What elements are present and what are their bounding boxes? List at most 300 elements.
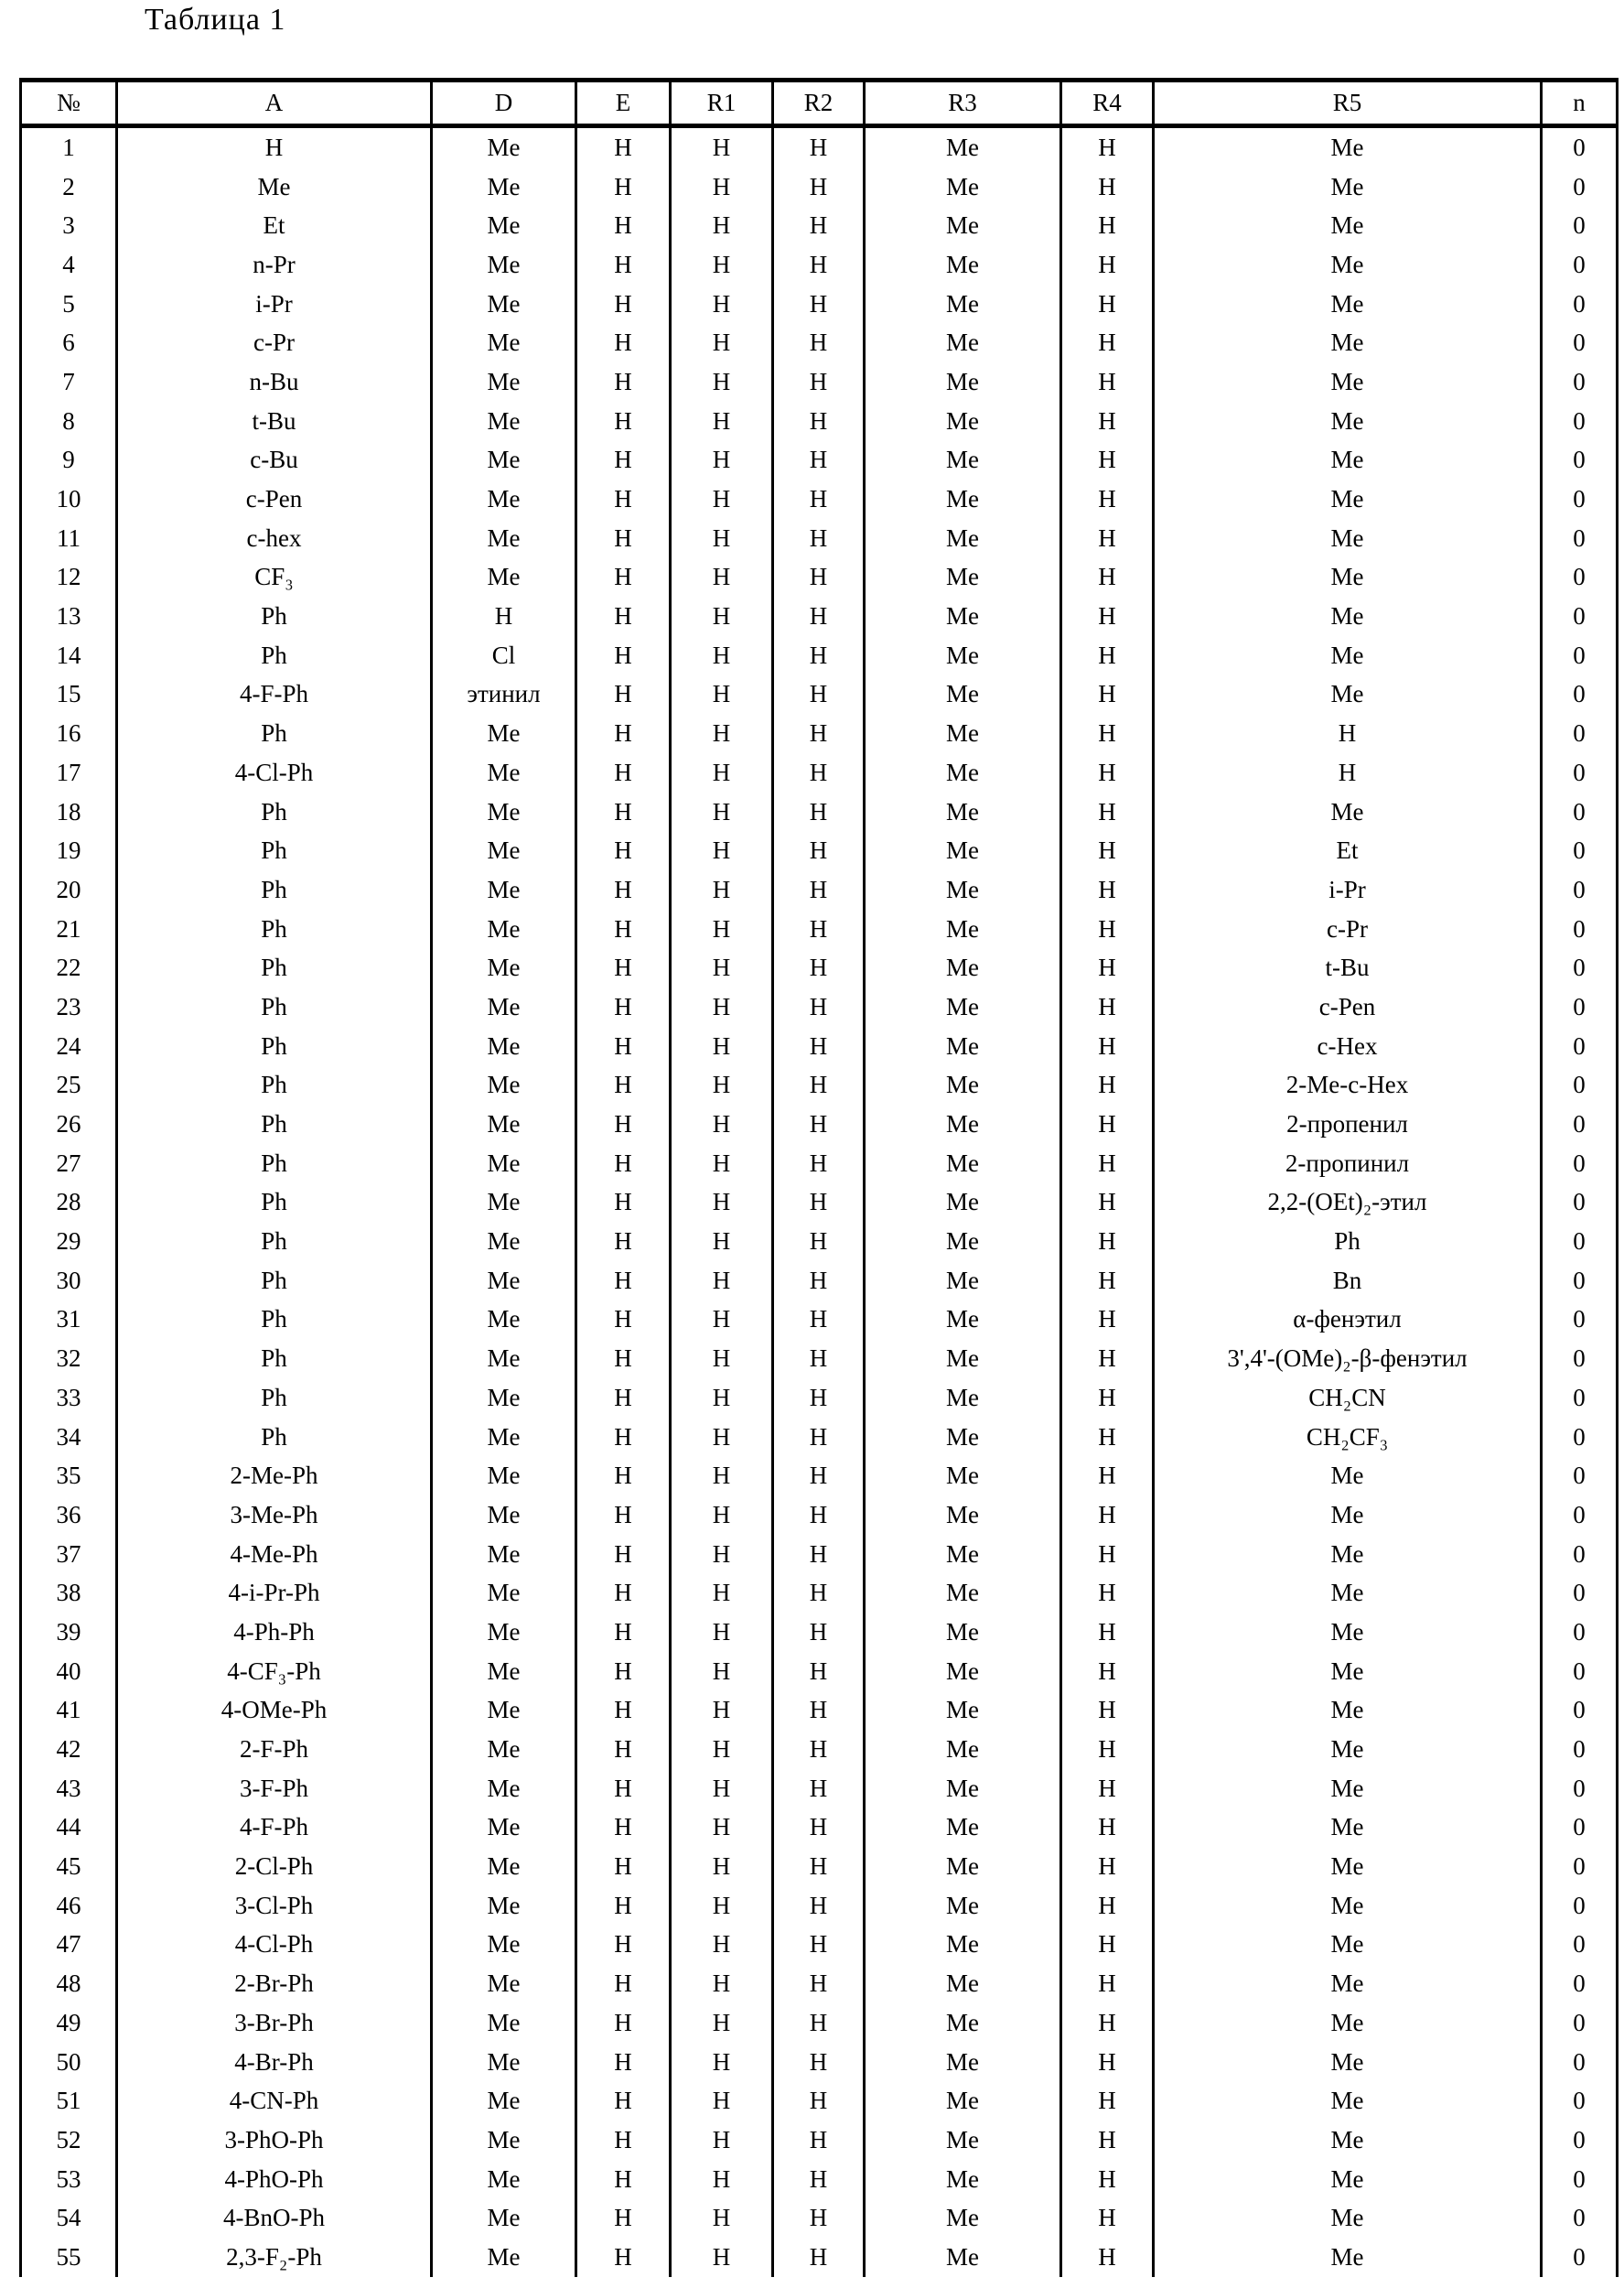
table-cell: 0 (1542, 1730, 1618, 1769)
table-cell: Me (432, 519, 576, 558)
table-cell: Ph (117, 1378, 432, 1418)
table-cell: H (671, 1105, 773, 1144)
table-cell: Me (1154, 519, 1542, 558)
table-row (21, 675, 1618, 715)
table-cell: Ph (117, 1027, 432, 1066)
table-row (21, 1964, 1618, 2003)
row-number-cell: 49 (21, 2003, 117, 2043)
table-row (21, 1261, 1618, 1300)
table-cell: 0 (1542, 675, 1618, 715)
table-cell: Me (865, 1691, 1061, 1731)
table-cell: H (671, 1300, 773, 1340)
table-cell: 0 (1542, 245, 1618, 285)
table-row (21, 1926, 1618, 1965)
table-row (21, 1613, 1618, 1652)
table-cell: Ph (117, 714, 432, 753)
table-cell: H (1061, 362, 1154, 402)
table-cell: H (576, 948, 671, 988)
row-number-cell: 14 (21, 636, 117, 675)
table-cell: H (576, 1300, 671, 1340)
table-row (21, 1339, 1618, 1378)
table-cell: Me (1154, 793, 1542, 832)
table-cell: H (773, 362, 865, 402)
table-cell: Me (432, 2238, 576, 2277)
table-cell: Me (865, 1730, 1061, 1769)
row-number-cell: 31 (21, 1300, 117, 1340)
table-cell: Me (865, 1027, 1061, 1066)
table-cell: Ph (117, 1300, 432, 1340)
table-cell: Me (1154, 636, 1542, 675)
table-cell: H (773, 2198, 865, 2238)
table-row (21, 126, 1618, 167)
row-number-cell: 3 (21, 206, 117, 245)
table-cell: H (773, 910, 865, 949)
table-row (21, 753, 1618, 793)
table-row (21, 1183, 1618, 1223)
table-cell: H (1061, 1183, 1154, 1223)
table-cell: H (773, 2121, 865, 2160)
table-cell: Me (432, 2198, 576, 2238)
column-header-r4: R4 (1061, 81, 1154, 126)
table-cell: 0 (1542, 2160, 1618, 2199)
table-cell: H (576, 1339, 671, 1378)
table-cell: H (576, 1808, 671, 1848)
table-cell: H (773, 1339, 865, 1378)
row-number-cell: 29 (21, 1222, 117, 1261)
table-cell: c-Bu (117, 441, 432, 480)
table-cell: 0 (1542, 480, 1618, 519)
table-cell: 0 (1542, 1495, 1618, 1535)
table-cell: 0 (1542, 870, 1618, 910)
table-row (21, 519, 1618, 558)
table-cell: 0 (1542, 1456, 1618, 1495)
table-cell: H (1061, 2198, 1154, 2238)
table-cell: Me (865, 675, 1061, 715)
table-cell: 4-OMe-Ph (117, 1691, 432, 1731)
table-cell: H (671, 1183, 773, 1223)
table-row (21, 1730, 1618, 1769)
table-cell: H (671, 1339, 773, 1378)
row-number-cell: 22 (21, 948, 117, 988)
table-cell: H (671, 675, 773, 715)
table-row (21, 2238, 1618, 2277)
row-number-cell: 28 (21, 1183, 117, 1223)
table-row (21, 1769, 1618, 1808)
table-cell: Me (865, 831, 1061, 870)
table-row (21, 1652, 1618, 1691)
table-cell: H (671, 1144, 773, 1183)
table-cell: H (1061, 1222, 1154, 1261)
table-cell: 0 (1542, 1105, 1618, 1144)
table-cell: H (773, 2043, 865, 2082)
table-cell: H (773, 285, 865, 324)
table-header (21, 81, 1618, 126)
table-cell: Me (432, 2121, 576, 2160)
table-cell: H (576, 910, 671, 949)
table-cell: Me (432, 441, 576, 480)
table-cell: Me (865, 1613, 1061, 1652)
table-cell: H (576, 1456, 671, 1495)
table-cell: 2-Cl-Ph (117, 1847, 432, 1886)
row-number-cell: 16 (21, 714, 117, 753)
table-cell: H (773, 714, 865, 753)
table-cell: 0 (1542, 793, 1618, 832)
table-cell: Me (432, 1222, 576, 1261)
table-row (21, 948, 1618, 988)
table-cell: Me (432, 1573, 576, 1613)
table-cell: H (773, 597, 865, 636)
row-number-cell: 35 (21, 1456, 117, 1495)
header-row (21, 81, 1618, 126)
table-cell: Me (432, 2160, 576, 2199)
table-cell: H (1061, 558, 1154, 598)
table-cell: H (773, 1573, 865, 1613)
table-cell: H (576, 1652, 671, 1691)
table-cell: H (773, 1535, 865, 1574)
table-cell: H (576, 126, 671, 167)
table-cell: 4-i-Pr-Ph (117, 1573, 432, 1613)
table-cell: H (671, 2003, 773, 2043)
table-cell: H (576, 2198, 671, 2238)
table-row (21, 245, 1618, 285)
row-number-cell: 52 (21, 2121, 117, 2160)
table-cell: H (1061, 519, 1154, 558)
table-cell: H (576, 2043, 671, 2082)
table-row (21, 1300, 1618, 1340)
table-cell: 2-пропенил (1154, 1105, 1542, 1144)
table-cell: H (1061, 1261, 1154, 1300)
table-cell: 0 (1542, 1652, 1618, 1691)
table-cell: Me (865, 362, 1061, 402)
table-row (21, 2043, 1618, 2082)
table-cell: H (671, 988, 773, 1027)
table-cell: H (1061, 870, 1154, 910)
table-cell: 0 (1542, 1378, 1618, 1418)
table-cell: Me (865, 1652, 1061, 1691)
table-cell: H (1061, 1418, 1154, 1457)
row-number-cell: 21 (21, 910, 117, 949)
table-cell: Me (1154, 597, 1542, 636)
table-cell: H (671, 1769, 773, 1808)
table-cell: H (773, 1886, 865, 1926)
table-cell: Me (432, 1027, 576, 1066)
table-row (21, 2121, 1618, 2160)
table-cell: H (671, 126, 773, 167)
table-cell: Me (1154, 1495, 1542, 1535)
table-cell: Me (1154, 126, 1542, 167)
table-cell: H (576, 988, 671, 1027)
table-cell: H (671, 558, 773, 598)
table-cell: H (671, 2238, 773, 2277)
table-row (21, 1847, 1618, 1886)
table-cell: H (1061, 1339, 1154, 1378)
table-cell: H (1061, 2121, 1154, 2160)
table-cell: H (1061, 1691, 1154, 1731)
table-cell: Me (865, 1066, 1061, 1106)
table-cell: Me (865, 1418, 1061, 1457)
table-cell: Et (117, 206, 432, 245)
row-number-cell: 15 (21, 675, 117, 715)
row-number-cell: 53 (21, 2160, 117, 2199)
table-cell: Me (432, 1418, 576, 1457)
row-number-cell: 4 (21, 245, 117, 285)
table-cell: H (1061, 1535, 1154, 1574)
table-cell: H (1061, 1300, 1154, 1340)
table-cell: H (1061, 1495, 1154, 1535)
table-cell: H (576, 793, 671, 832)
table-cell: 0 (1542, 2043, 1618, 2082)
row-number-cell: 30 (21, 1261, 117, 1300)
table-cell: 0 (1542, 1808, 1618, 1848)
table-cell: Me (865, 2081, 1061, 2121)
table-cell: 0 (1542, 1847, 1618, 1886)
table-cell: 0 (1542, 1418, 1618, 1457)
table-cell: H (1061, 1847, 1154, 1886)
table-cell: H (773, 1144, 865, 1183)
table-cell: 0 (1542, 1691, 1618, 1731)
table-cell: 2-Me-c-Hex (1154, 1066, 1542, 1106)
table-cell: Me (432, 285, 576, 324)
table-cell: Me (865, 1339, 1061, 1378)
table-cell: Me (432, 206, 576, 245)
table-cell: CF₃ (117, 558, 432, 598)
table-cell: Me (432, 1886, 576, 1926)
table-cell: 0 (1542, 323, 1618, 362)
table-cell: c-Pr (117, 323, 432, 362)
table-cell: H (773, 558, 865, 598)
table-cell: H (1061, 1730, 1154, 1769)
table-cell: H (576, 1535, 671, 1574)
table-row (21, 1418, 1618, 1457)
table-cell: H (671, 1027, 773, 1066)
table-cell: Me (432, 480, 576, 519)
row-number-cell: 50 (21, 2043, 117, 2082)
table-cell: c-hex (117, 519, 432, 558)
table-cell: Me (432, 1183, 576, 1223)
table-cell: H (1061, 988, 1154, 1027)
table-cell: H (576, 1105, 671, 1144)
table-cell: 0 (1542, 714, 1618, 753)
table-cell: t-Bu (117, 402, 432, 441)
table-cell: H (576, 2003, 671, 2043)
table-cell: Me (432, 1144, 576, 1183)
table-cell: H (671, 285, 773, 324)
table-cell: 4-CF₃-Ph (117, 1652, 432, 1691)
table-row (21, 480, 1618, 519)
table-cell: H (576, 1926, 671, 1965)
table-cell: Me (1154, 1573, 1542, 1613)
table-cell: H (671, 2081, 773, 2121)
table-cell: 4-F-Ph (117, 1808, 432, 1848)
table-cell: Me (432, 558, 576, 598)
table-cell: Ph (117, 636, 432, 675)
table-cell: 0 (1542, 2198, 1618, 2238)
table-cell: H (671, 480, 773, 519)
table-cell: H (773, 988, 865, 1027)
table-cell: H (773, 206, 865, 245)
table-row (21, 1495, 1618, 1535)
table-cell: H (671, 1573, 773, 1613)
table-cell: 0 (1542, 1183, 1618, 1223)
table-cell: 0 (1542, 126, 1618, 167)
table-cell: Me (865, 402, 1061, 441)
table-cell: H (1061, 675, 1154, 715)
table-cell: Me (432, 1378, 576, 1418)
table-cell: Me (432, 2043, 576, 2082)
table-cell: H (1061, 2043, 1154, 2082)
table-cell: Me (117, 167, 432, 207)
table-cell: α-фенэтил (1154, 1300, 1542, 1340)
row-number-cell: 54 (21, 2198, 117, 2238)
table-cell: H (1061, 753, 1154, 793)
table-cell: Me (1154, 1926, 1542, 1965)
table-cell: H (671, 1964, 773, 2003)
table-cell: H (773, 793, 865, 832)
table-cell: H (576, 1964, 671, 2003)
table-cell: H (773, 1222, 865, 1261)
table-cell: H (671, 948, 773, 988)
compound-table (19, 78, 1619, 2277)
table-cell: H (1061, 1378, 1154, 1418)
table-cell: H (1061, 714, 1154, 753)
table-cell: Me (432, 1261, 576, 1300)
table-cell: 0 (1542, 2003, 1618, 2043)
row-number-cell: 48 (21, 1964, 117, 2003)
column-header-number: № (21, 81, 117, 126)
table-cell: 0 (1542, 1964, 1618, 2003)
table-cell: Me (865, 1535, 1061, 1574)
table-cell: H (1061, 441, 1154, 480)
table-cell: 2,2-(OEt)₂-этил (1154, 1183, 1542, 1223)
table-row (21, 558, 1618, 598)
table-cell: H (773, 636, 865, 675)
table-cell: H (671, 831, 773, 870)
table-cell: Me (432, 1926, 576, 1965)
table-cell: Me (432, 362, 576, 402)
table-cell: H (576, 1613, 671, 1652)
table-cell: H (773, 126, 865, 167)
table-cell: H (1061, 1652, 1154, 1691)
row-number-cell: 7 (21, 362, 117, 402)
table-cell: Me (1154, 1730, 1542, 1769)
table-cell: H (671, 2198, 773, 2238)
table-cell: Me (1154, 1456, 1542, 1495)
table-cell: H (773, 2003, 865, 2043)
table-cell: Me (865, 597, 1061, 636)
table-cell: H (1061, 1886, 1154, 1926)
row-number-cell: 10 (21, 480, 117, 519)
table-cell: Me (1154, 1964, 1542, 2003)
table-row (21, 793, 1618, 832)
table-cell: H (671, 1886, 773, 1926)
table-cell: H (671, 753, 773, 793)
row-number-cell: 17 (21, 753, 117, 793)
table-cell: Me (1154, 362, 1542, 402)
table-cell: H (1061, 2081, 1154, 2121)
table-cell: Me (1154, 2238, 1542, 2277)
table-cell: Ph (117, 597, 432, 636)
row-number-cell: 24 (21, 1027, 117, 1066)
table-cell: H (773, 245, 865, 285)
table-cell: H (773, 441, 865, 480)
row-number-cell: 37 (21, 1535, 117, 1574)
table-cell: H (576, 1222, 671, 1261)
table-cell: Me (432, 1847, 576, 1886)
table-cell: Ph (117, 1418, 432, 1457)
table-cell: H (1061, 1066, 1154, 1106)
table-row (21, 2160, 1618, 2199)
table-cell: Ph (117, 1066, 432, 1106)
table-cell: Me (1154, 402, 1542, 441)
table-cell: 3-PhO-Ph (117, 2121, 432, 2160)
table-cell: H (671, 1730, 773, 1769)
table-cell: i-Pr (1154, 870, 1542, 910)
table-cell: H (671, 636, 773, 675)
table-cell: 0 (1542, 519, 1618, 558)
table-cell: 4-Br-Ph (117, 2043, 432, 2082)
table-cell: Me (1154, 245, 1542, 285)
table-cell: CH₂CN (1154, 1378, 1542, 1418)
table-cell: Et (1154, 831, 1542, 870)
table-cell: H (773, 402, 865, 441)
table-cell: Me (865, 1378, 1061, 1418)
table-cell: 0 (1542, 1144, 1618, 1183)
row-number-cell: 55 (21, 2238, 117, 2277)
table-cell: H (1061, 1027, 1154, 1066)
table-cell: 4-F-Ph (117, 675, 432, 715)
row-number-cell: 9 (21, 441, 117, 480)
table-cell: H (773, 1456, 865, 1495)
row-number-cell: 33 (21, 1378, 117, 1418)
table-cell: H (1061, 636, 1154, 675)
table-cell: H (671, 1535, 773, 1574)
row-number-cell: 51 (21, 2081, 117, 2121)
table-cell: Me (1154, 2198, 1542, 2238)
table-cell: Me (1154, 1808, 1542, 1848)
table-cell: Ph (117, 1144, 432, 1183)
table-cell: Me (865, 1144, 1061, 1183)
table-cell: H (576, 2121, 671, 2160)
table-cell: Me (865, 1300, 1061, 1340)
table-cell: 4-BnO-Ph (117, 2198, 432, 2238)
table-row (21, 1456, 1618, 1495)
table-cell: Me (432, 2003, 576, 2043)
table-cell: Me (865, 870, 1061, 910)
table-cell: H (671, 323, 773, 362)
table-cell: 0 (1542, 1027, 1618, 1066)
row-number-cell: 8 (21, 402, 117, 441)
table-cell: Me (865, 910, 1061, 949)
table-cell: Me (865, 1573, 1061, 1613)
table-cell: Me (865, 1926, 1061, 1965)
table-cell: H (576, 1066, 671, 1106)
table-cell: Me (432, 1652, 576, 1691)
table-cell: H (773, 2081, 865, 2121)
table-cell: H (671, 793, 773, 832)
table-cell: Me (1154, 1847, 1542, 1886)
row-number-cell: 26 (21, 1105, 117, 1144)
table-row (21, 2003, 1618, 2043)
row-number-cell: 40 (21, 1652, 117, 1691)
table-cell: 0 (1542, 558, 1618, 598)
table-cell: Me (1154, 1652, 1542, 1691)
row-number-cell: 32 (21, 1339, 117, 1378)
table-cell: H (1061, 1456, 1154, 1495)
row-number-cell: 25 (21, 1066, 117, 1106)
row-number-cell: 46 (21, 1886, 117, 1926)
table-cell: 0 (1542, 1573, 1618, 1613)
row-number-cell: 47 (21, 1926, 117, 1965)
